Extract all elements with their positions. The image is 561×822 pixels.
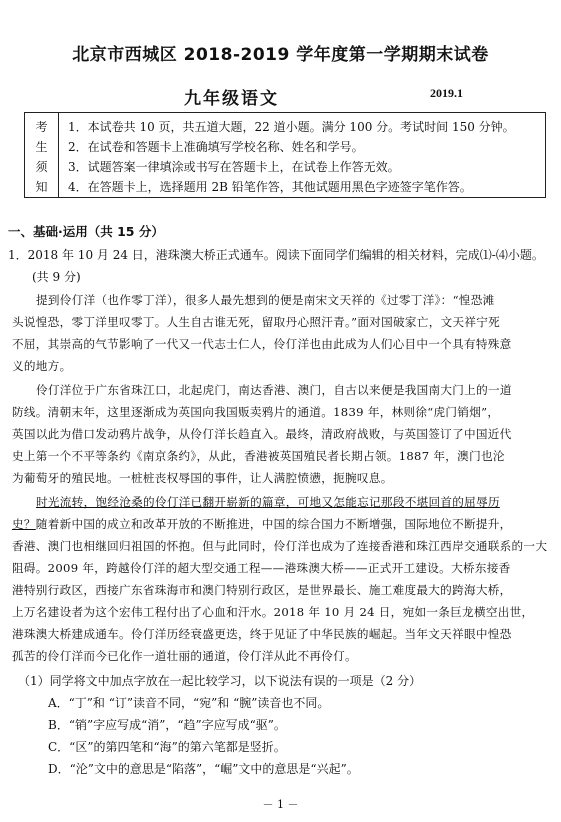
exam-subtitle: 九年级语文 (184, 89, 279, 109)
underlined-sentence: 时光流转，饱经沧桑的伶仃洋已翻开崭新的篇章，可地又怎能忘记那段不堪回首的屈辱历 (36, 495, 500, 509)
passage-line: 阻碍。2009 年，跨越伶仃洋的超大型交通工程——港珠澳大桥——正式开工建设。大桥东接香 (12, 561, 511, 575)
passage-line: 英国以此为借口发动鸦片战争，从伶仃洋长趋直入。最终，清政府战败，与英国签订了中国近代 (12, 427, 512, 441)
passage-line: 不屈，其崇高的气节影响了一代又一代志士仁人，伶仃洋也由此成为人们心目中一个具有特殊意 (12, 337, 512, 351)
passage-line: 香港、澳门也相继回归祖国的怀抱。但与此同时，伶仃洋也成为了连接香港和珠江西岸交通联系的一大 (12, 539, 548, 553)
passage-line-rest: 随着新中国的成立和改革开放的不断推进，中国的综合国力不断增强，国际地位不断提升， (35, 517, 512, 531)
question-1-stem: 1．2018 年 10 月 24 日，港珠澳大桥正式通车。阅读下面同学们编辑的相关材料，完成⑴-⑷小题。 (8, 248, 544, 262)
option-a: A．“丁”和 “订”读音不同，“宛”和 “腕”读音也不同。 (48, 696, 330, 710)
passage-line: 港珠澳大桥建成通车。伶仃洋历经衰盛更迭，终于见证了中华民族的崛起。当年文天祥眼中惶恐 (12, 627, 512, 641)
passage-line: 防线。清朝末年，这里逐渐成为英国向我国贩卖鸦片的通道。1839 年，林则徐“虎门销烟”， (12, 405, 500, 419)
passage-line: 头说惶恐，零丁洋里叹零丁。人生自古谁无死，留取丹心照汗青。”面对国破家亡，文天祥宁死 (12, 315, 501, 329)
notice-label (25, 113, 59, 197)
underlined-sentence-end: 史？ (12, 517, 36, 531)
exam-date: 2019.1 (430, 86, 463, 100)
candidate-notice-box (24, 112, 546, 198)
notice-label-char: 须 (35, 160, 48, 174)
notice-item: 3．试题答案一律填涂或书写在答题卡上，在试卷上作答无效。 (68, 160, 400, 174)
passage-line: 孤苦的伶仃洋而今已化作一道壮丽的通道，伶仃洋从此不再伶仃。 (12, 649, 357, 663)
passage-line: 提到伶仃洋（也作零丁洋），很多人最先想到的便是南宋文天祥的《过零丁洋》：“惶恐滩 (36, 293, 495, 307)
exam-title: 北京市西城区 2018-2019 学年度第一学期期末试卷 (72, 45, 489, 65)
passage-line: 史上第一个不平等条约《南京条约》，从此，香港被英国殖民者长期占领。1887 年，澳门也沦 (12, 449, 505, 463)
passage-line: 为葡萄牙的殖民地。一桩桩丧权辱国的事件，让人满腔愤懑，扼腕叹息。 (12, 471, 393, 485)
passage-line: 上万名建设者为这个宏伟工程付出了心血和汗水。2018 年 10 月 24 日，宛如一条巨龙横空出世， (12, 605, 534, 619)
option-d: D．“沦”文中的意思是“陷落”，“崛”文中的意思是“兴起”。 (48, 762, 359, 776)
passage-line (12, 516, 512, 532)
notice-label-char: 知 (35, 180, 48, 194)
notice-item: 2．在试卷和答题卡上准确填写学校名称、姓名和学号。 (68, 140, 364, 154)
passage-line: 港特别行政区，西接广东省珠海市和澳门特别行政区，是世界最长、施工难度最大的跨海大桥， (12, 583, 512, 597)
sub-question-1: （1）同学将文中加点字放在一起比较学习，以下说法有误的一项是（2 分） (18, 674, 422, 688)
notice-label-char: 考 (35, 120, 48, 134)
page-number: － 1 － (262, 798, 299, 811)
option-c: C．“区”的第四笔和“海”的第六笔都是竖折。 (48, 740, 286, 754)
option-b: B．“销”字应写成“消”，“趋”字应写成“驱”。 (48, 718, 286, 732)
notice-item: 4．在答题卡上，选择题用 2B 铅笔作答，其他试题用黑色字迹签字笔作答。 (68, 180, 472, 194)
notice-items (68, 117, 541, 197)
passage-line: 义的地方。 (12, 359, 72, 373)
passage-line: 伶仃洋位于广东省珠江口，北起虎门，南达香港、澳门，自古以来便是我国南大门上的一道 (36, 383, 512, 397)
section-heading: 一、基础·运用（共 15 分） (8, 224, 164, 239)
notice-item: 1．本试卷共 10 页，共五道大题，22 道小题。满分 100 分。考试时间 150 分钟。 (68, 120, 515, 134)
notice-label-char: 生 (35, 140, 48, 154)
question-1-score: (共 9 分) (32, 270, 81, 284)
